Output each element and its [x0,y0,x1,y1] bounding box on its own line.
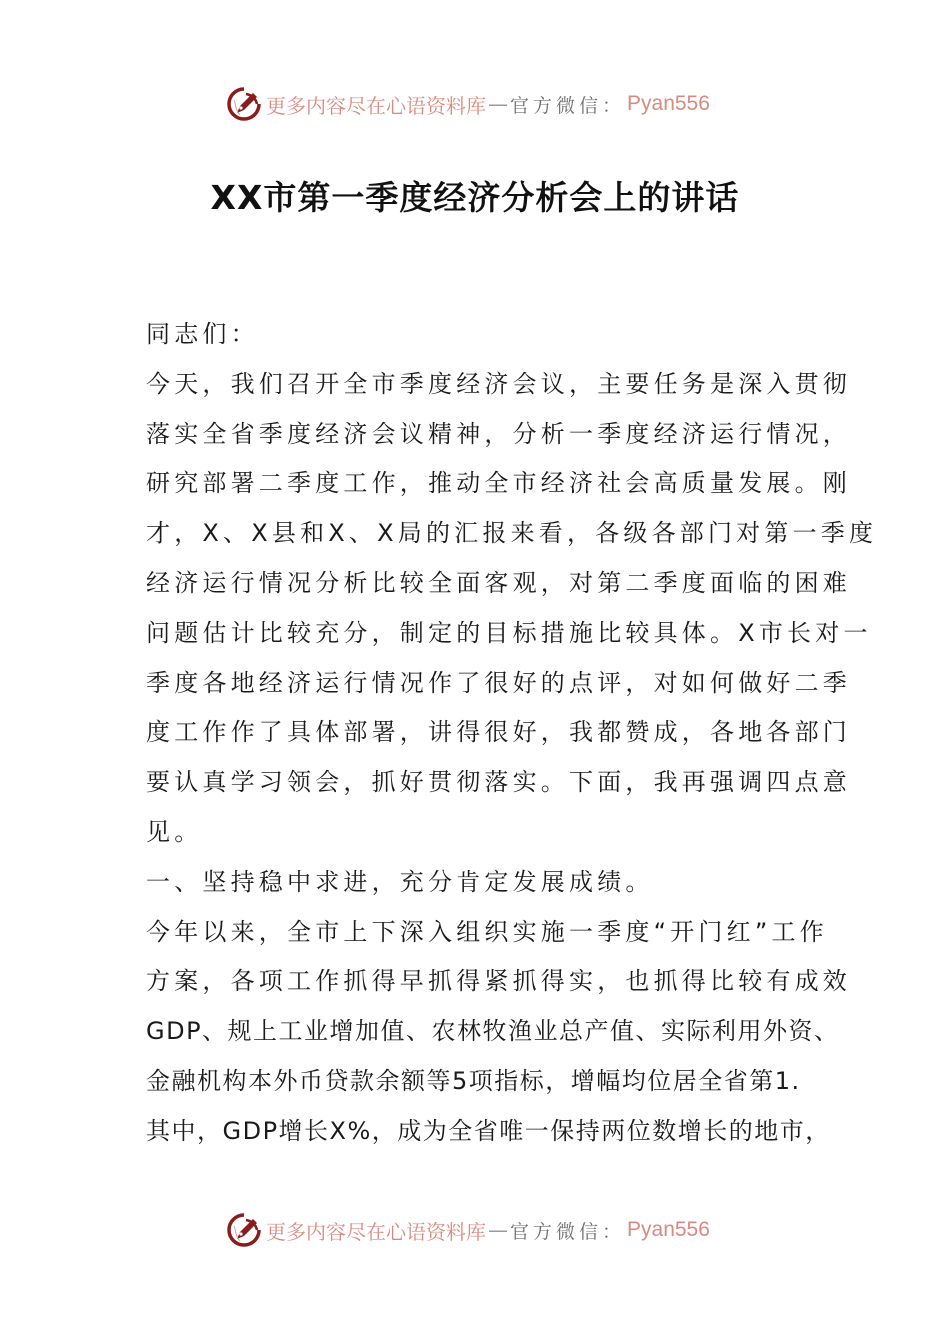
paragraph-line: 要认真学习领会，抓好贯彻落实。下面，我再强调四点意 [146,768,851,797]
pen-nib-circle-icon [226,86,262,122]
wechat-label: 官方微信： [510,1220,626,1243]
section-heading: 一、坚持稳中求进，充分肯定发展成绩。 [146,867,654,896]
paragraph-line: 方案，各项工作抓得早抓得紧抓得实，也抓得比较有成效 [146,967,851,996]
footer-watermark-banner [226,1208,710,1252]
paragraph-line: 金融机构本外币贷款余额等5项指标，增幅均位居全省第1. [146,1066,801,1095]
paragraph-line: 今年以来，全市上下深入组织实施一季度“开门红”工作 [146,917,828,946]
document-body [146,310,878,1157]
paragraph-line: 度工作作了具体部署，讲得很好，我都赞成，各地各部门 [146,718,851,747]
document-title: XX市第一季度经济分析会上的讲话 [210,178,740,217]
watermark-dash: — [488,1218,508,1242]
paragraph-line: 季度各地经济运行情况作了很好的点评，对如何做好二季 [146,668,851,697]
salutation: 同志们： [146,320,259,348]
paragraph-line: GDP、规上工业增加值、农林牧渔业总产值、实际利用外资、 [146,1017,840,1046]
watermark-dash: — [488,92,508,116]
header-watermark-banner [226,82,710,126]
paragraph-line: 今天，我们召开全市季度经济会议，主要任务是深入贯彻 [146,369,851,398]
paragraph-line: 见。 [146,817,203,846]
paragraph-line: 其中，GDP增长X%，成为全省唯一保持两位数增长的地市， [146,1116,831,1145]
watermark-text: 更多内容尽在心语资料库 [266,1219,486,1244]
paragraph-line: 研究部署二季度工作，推动全市经济社会高质量发展。刚 [146,469,851,498]
paragraph-line: 问题估计比较充分，制定的目标措施比较具体。X市长对一 [146,618,872,647]
paragraph-line: 经济运行情况分析比较全面客观，对第二季度面临的困难 [146,568,851,597]
wechat-label: 官方微信： [510,94,626,117]
watermark-text: 更多内容尽在心语资料库 [266,93,486,118]
wechat-id: Pyan556 [627,92,710,115]
paragraph-line: 才，X、X县和X、X局的汇报来看，各级各部门对第一季度 [146,519,878,548]
paragraph-line: 落实全省季度经济会议精神，分析一季度经济运行情况， [146,419,851,448]
pen-nib-circle-icon [226,1212,262,1248]
wechat-id: Pyan556 [627,1218,710,1241]
